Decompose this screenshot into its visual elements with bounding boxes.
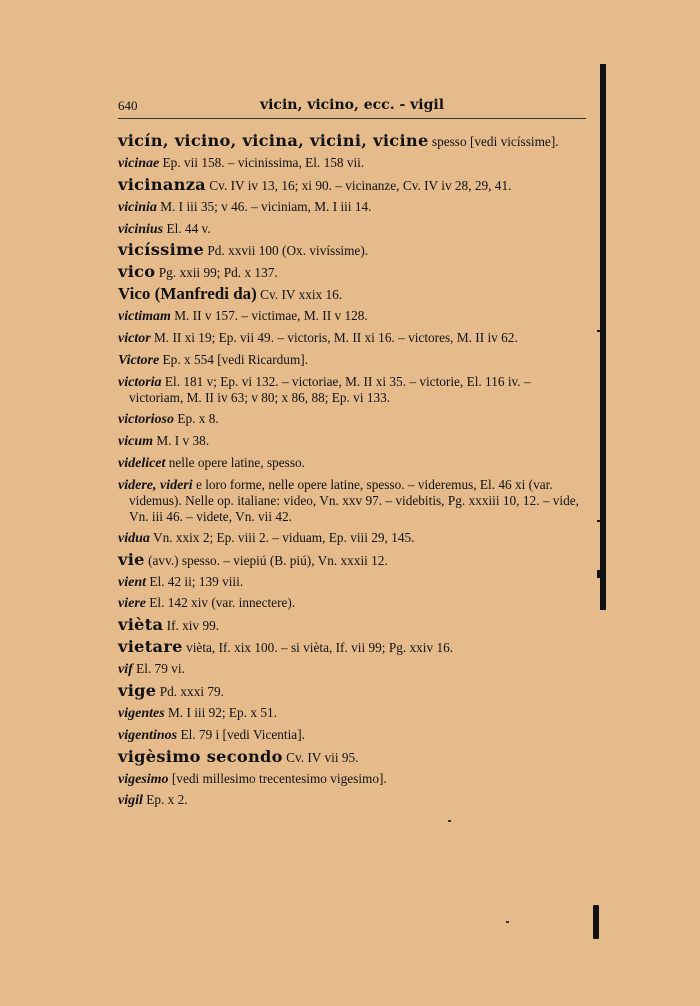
entry-text: El. 44 v. [163, 220, 211, 236]
entry-text: If. xiv 99. [163, 618, 220, 634]
entry-vigesimo-secondo [118, 746, 588, 766]
headword: vie [118, 549, 145, 569]
headword: vient [118, 574, 146, 590]
entry-vicin [118, 133, 588, 150]
entry-text: Ep. vii 158. – vicinissima, El. 158 vii. [159, 154, 365, 170]
page-header [118, 96, 586, 119]
entry-text: El. 79 i [vedi Vicentia]. [177, 726, 305, 742]
entry-vicum [118, 433, 588, 450]
running-head: vicin, vicino, ecc. - vigil [259, 97, 445, 113]
entry-text: El. 181 v; Ep. vi 132. – victoriae, M. II xi 35. – victorie, El. 116 iv. – victoriam, M. II iv 63; v 80; x 86, 88; Ep. vi 133. [129, 373, 531, 406]
headword: videlicet [118, 455, 166, 471]
entry-vige [118, 680, 588, 700]
headword: vigèsimo secondo [118, 746, 283, 766]
entry-victorioso [118, 411, 588, 428]
entry-text: nelle opere latine, spesso. [165, 454, 305, 470]
headword: videre, videri [118, 477, 193, 493]
headword: vicinanza [118, 174, 206, 194]
headword: vidua [118, 530, 150, 546]
entry-vigil [118, 792, 588, 809]
headword: vicum [118, 434, 153, 450]
entry-videlicet [118, 455, 588, 472]
headword: vicíssime [118, 240, 205, 260]
entry-victoria [118, 374, 588, 406]
entry-vico [118, 264, 588, 281]
entry-text: El. 42 ii; 139 viii. [146, 573, 244, 589]
entry-text: Cv. IV xxix 16. [256, 287, 343, 303]
entry-text: M. II xi 19; Ep. vii 49. – victoris, M. II xi 16. – victores, M. II iv 62. [150, 330, 518, 346]
entry-text: (avv.) spesso. – viepiú (B. piú), Vn. xxxii 12. [144, 552, 388, 568]
entry-victimam [118, 308, 588, 325]
headword: vico [118, 262, 156, 282]
entry-text: Ep. x 8. [174, 411, 219, 427]
headword: vicinae [118, 155, 160, 171]
headword: Vico (Manfredi da) [118, 284, 257, 304]
entry-vicinia [118, 199, 588, 216]
headword: vicinia [118, 199, 157, 215]
speck [506, 921, 509, 923]
entry-vif [118, 661, 588, 678]
entry-vicissime [118, 242, 588, 259]
entry-text: Ep. x 2. [142, 792, 188, 808]
entry-vigentinos [118, 727, 588, 744]
entry-text: M. II v 157. – victimae, M. II v 128. [170, 308, 368, 324]
entry-text: Cv. IV vii 95. [282, 749, 359, 765]
entry-vigesimo [118, 771, 588, 788]
speck [448, 820, 451, 822]
page-number: 640 [118, 98, 138, 113]
headword: vicín, vicino, vicina, vicini, vicine [118, 131, 429, 150]
entry-text: El. 79 vi. [132, 661, 185, 677]
headword: vige [118, 680, 157, 700]
headword: victorioso [118, 412, 174, 428]
entry-vicinae [118, 155, 588, 172]
margin-mark [597, 520, 601, 522]
headword: victimam [118, 309, 171, 325]
headword: victoria [118, 374, 162, 390]
entry-text: Pd. xxvii 100 (Ox. vivíssime). [204, 243, 369, 259]
entry-text: M. I iii 35; v 46. – viciniam, M. I iii 14. [156, 198, 372, 214]
entry-text: Ep. x 554 [vedi Ricardum]. [159, 351, 309, 367]
entry-vico-manfredi [118, 286, 588, 303]
entry-text: Pd. xxxi 79. [156, 683, 224, 699]
entry-text: e loro forme, nelle opere latine, spesso. – videremus, El. 46 xi (var. videmus). Nelle op. italiane: video, Vn. xxv 97. – videbitis, Pg. xxxiii 10, 12. – vide, Vn. iii 46. – videte, Vn. vii 42. [129, 476, 579, 524]
margin-mark [597, 330, 601, 332]
headword: vicinius [118, 221, 164, 237]
headword: vigentes [118, 705, 165, 721]
margin-rule [600, 64, 606, 610]
entry-vidua [118, 530, 588, 547]
headword: vigentinos [118, 727, 178, 743]
entry-vieta [118, 617, 588, 634]
entry-videre [118, 477, 588, 525]
headword: vif [118, 662, 133, 678]
entry-text: Cv. IV iv 13, 16; xi 90. – vicinanze, Cv. IV iv 28, 29, 41. [205, 177, 512, 193]
headword: victor [118, 331, 151, 347]
entry-vicinanza [118, 174, 588, 194]
entry-viere [118, 595, 588, 612]
entry-vient [118, 574, 588, 591]
entry-text: M. I iii 92; Ep. x 51. [164, 704, 277, 720]
entry-text: Pg. xxii 99; Pd. x 137. [155, 265, 278, 281]
entry-victor [118, 330, 588, 347]
entry-text: Vn. xxix 2; Ep. viii 2. – viduam, Ep. viii 29, 145. [149, 529, 415, 545]
entry-text: El. 142 xiv (var. innectere). [145, 595, 296, 611]
headword: vièta [118, 615, 164, 635]
entry-vicinius [118, 221, 588, 238]
entry-victore [118, 352, 588, 369]
entry-text: [vedi millesimo trecentesimo vigesimo]. [168, 770, 387, 786]
headword: vigesimo [118, 771, 169, 787]
dictionary-entries [118, 133, 588, 814]
margin-mark [597, 570, 600, 578]
entry-vietare [118, 639, 588, 656]
margin-mark [593, 905, 599, 939]
entry-text: vièta, If. xix 100. – si vièta, If. vii 99; Pg. xxiv 16. [182, 640, 454, 656]
headword: viere [118, 596, 146, 612]
headword: Victore [118, 352, 160, 368]
entry-vigentes [118, 705, 588, 722]
headword: vigil [118, 793, 143, 809]
entry-text: spesso [vedi vicíssime]. [428, 134, 559, 149]
headword: vietare [118, 637, 183, 657]
entry-vie [118, 549, 588, 569]
entry-text: M. I v 38. [153, 433, 210, 449]
